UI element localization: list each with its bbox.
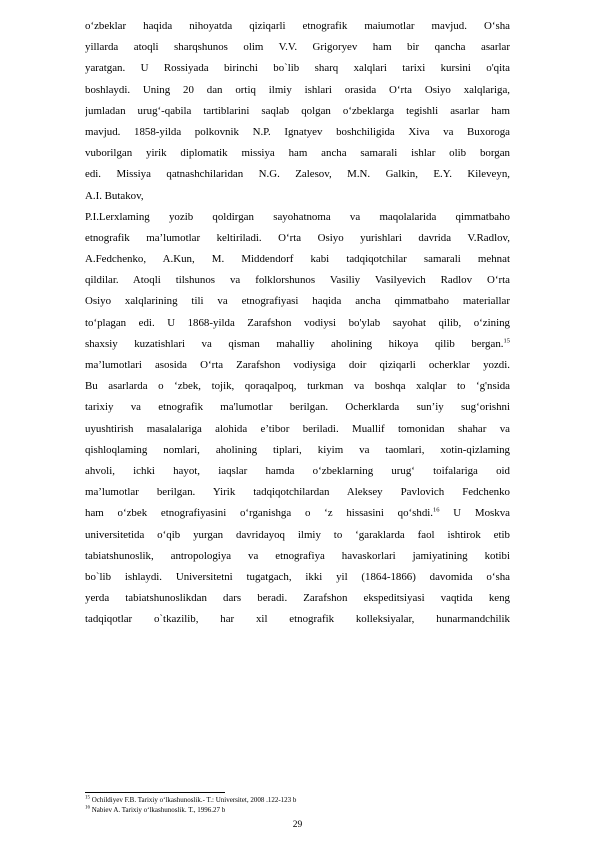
text-line: mavjud. 1858-yilda polkovnik N.P. Ignatyev boshchiligida Xiva va Buxoroga: [85, 125, 510, 138]
footnote-15: [85, 795, 510, 805]
footnote-text: Nabiev A. Tarixiy o‘lkashunoslik. T., 1996.27 b: [90, 806, 226, 814]
text-line: bo`lib ishlaydi. Universitetni tugatgach, ikki yil (1864-1866) davomida o‘sha: [85, 570, 510, 583]
text-line: ma’lumotlar berilgan. Yirik tadqiqotchilardan Aleksey Pavlovich Fedchenko: [85, 486, 510, 499]
text-line: tadqiqotlar o`tkazilib, har xil etnografik kolleksiyalar, hunarmandchilik: [85, 613, 510, 626]
text-line: o‘zbeklar haqida nihoyatda qiziqarli etnografik maiumotlar mavjud. O‘sha: [85, 20, 510, 32]
footnote-number: 16: [85, 805, 90, 811]
text-line: ma’lumotlari asosida O‘rta Zarafshon vodiysiga doir qiziqarli ocherklar yozdi.: [85, 359, 510, 371]
text-line: Osiyo xalqlarining tili va etnografiyasi haqida ancha qimmatbaho materiallar: [85, 295, 510, 308]
text-line: ahvoli, ichki hayot, iaqslar hamda o‘zbeklarning urug‘ toifalariga oid: [85, 464, 510, 477]
text-line: universitetida o‘qib yurgan davridayoq ilmiy to ‘garaklarda faol ishtirok etib: [85, 528, 510, 541]
footnote-number: 15: [85, 795, 90, 801]
text-segment: ham o‘zbek etnografiyasini o‘rganishga o ‘z hissasini qo‘shdi.: [85, 507, 434, 520]
text-line: to‘plagan edi. U 1868-yilda Zarafshon vodiysi bo'ylab sayohat qilib, o‘zining: [85, 316, 510, 329]
text-line: yillarda atoqli sharqshunos olim V.V. Grigoryev ham bir qancha asarlar: [85, 41, 510, 54]
text-line: tarixiy va etnografik ma'lumotlar berilgan. Ocherklarda sun’iy sug‘orishni: [85, 401, 510, 414]
text-line-with-footnote: [85, 503, 510, 524]
text-segment: shaxsiy kuzatishlari va qisman mahalliy aholining hikoya qilib bergan.: [85, 337, 504, 350]
footnote-ref-16: 16: [433, 506, 440, 514]
text-line: qildilar. Atoqli tilshunos va folklorshunos Vasiliy Vasilyevich Radlov O‘rta: [85, 274, 510, 287]
text-line: uyushtirish masalalariga alohida e’tibor beriladi. Muallif tomonidan shahar va: [85, 422, 510, 435]
text-line: P.I.Lerxlaming yozib qoldirgan sayohatnoma va maqolalarida qimmatbaho: [85, 210, 510, 223]
text-line: tabiatshunoslik, antropologiya va etnografiya havaskorlari jamiyatining kotibi: [85, 549, 510, 562]
text-line: A.I. Butakov,: [85, 189, 144, 202]
footnotes: [85, 795, 510, 815]
text-line: edi. Missiya qatnashchilaridan N.G. Zalesov, M.N. Galkin, E.Y. Kileveyn,: [85, 168, 510, 181]
text-line: Bu asarlarda o ‘zbek, tojik, qoraqalpoq, turkman va boshqa xalqlar to ‘g'nsida: [85, 380, 510, 393]
text-line: etnografik ma’lumotlar keltiriladi. O‘rta Osiyo yurishlari davrida V.Radlov,: [85, 231, 510, 244]
footnote-separator: [85, 792, 225, 793]
text-line: vuborilgan yirik diplomatik missiya ham ancha samarali ishlar olib borgan: [85, 147, 510, 160]
footnote-text: Ochildiyev F.B. Tarixiy o‘lkashunoslik.- T.: Universitet, 2008 .122-123 b: [90, 796, 297, 804]
text-line-with-footnote: [85, 334, 510, 355]
text-line: yaratgan. U Rossiyada birinchi bo`lib sharq xalqlari tarixi kursini o'qita: [85, 62, 510, 75]
main-paragraph: [85, 16, 510, 630]
footnote-16: [85, 805, 510, 815]
footnote-ref-15: 15: [503, 337, 510, 345]
text-segment: U Moskva: [439, 507, 510, 520]
page-number: 29: [292, 820, 303, 830]
text-line: yerda tabiatshunoslikdan dars beradi. Zarafshon ekspeditsiyasi vaqtida keng: [85, 592, 510, 605]
text-line: qishloqlaming nomlari, aholining tiplari, kiyim va taomlari, xotin-qizlaming: [85, 443, 510, 456]
text-line: boshlaydi. Uning 20 dan ortiq ilmiy ishlari orasida O‘rta Osiyo xalqlariga,: [85, 83, 510, 96]
text-line: jumladan urug‘-qabila tartiblarini saqlab qolgan o‘zbeklarga tegishli asarlar ham: [85, 104, 510, 117]
text-line: A.Fedchenko, A.Kun, M. Middendorf kabi tadqiqotchilar samarali mehnat: [85, 253, 510, 266]
